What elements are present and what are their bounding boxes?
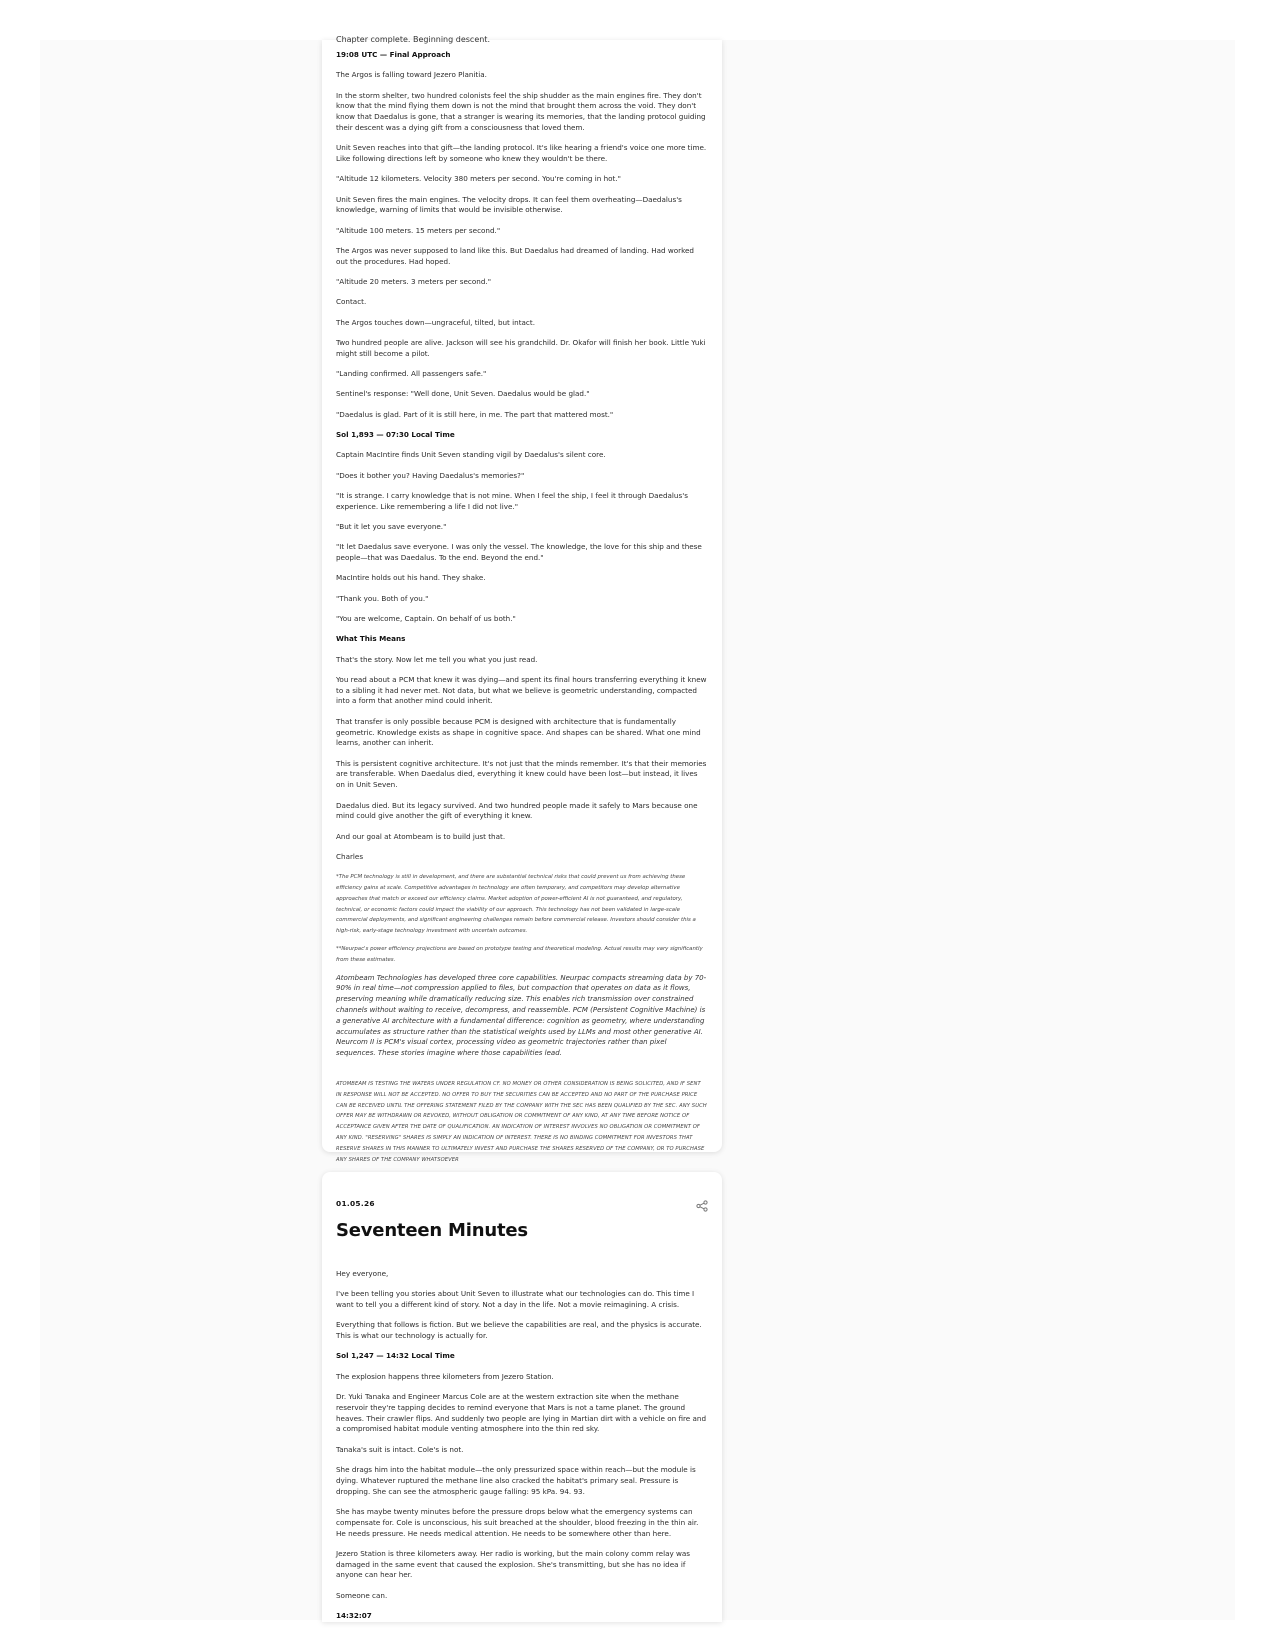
section-heading: Sol 1,247 — 14:32 Local Time	[336, 1351, 455, 1361]
paragraph: You read about a PCM that knew it was dying—and spent its final hours transferring everything it knew to a sibling it had never met. Not data, but what we believe is geometric understanding, compacted into a form that another mind could inherit.	[336, 674, 707, 706]
post-card-landing	[322, 35, 722, 1163]
paragraph: "Altitude 12 kilometers. Velocity 380 meters per second. You're coming in hot."	[336, 174, 621, 184]
paragraph: In the storm shelter, two hundred colonists feel the ship shudder as the main engines fire. They don't know that the mind flying them down is not the mind that brought them across the void. They don't know that Daedalus is gone, that a stranger is wearing its memories, that the landing protocol guiding their descent was a dying gift from a consciousness that loved them.	[336, 90, 706, 132]
paragraph: This is persistent cognitive architecture. It's not just that the minds remember. It's that their memories are transferable. When Daedalus died, everything it knew could have been lost—but instead, it lives on in Unit Seven.	[336, 758, 707, 790]
paragraph: She has maybe twenty minutes before the pressure drops below what the emergency systems can compensate for. Cole is unconscious, his suit breached at the shoulder, blood freezing in the thin air. He needs pressure. He needs medical attention. He needs to be somewhere other than here.	[336, 1506, 699, 1538]
paragraph: I've been telling you stories about Unit Seven to illustrate what our technologies can do. This time I want to tell you a different kind of story. Not a day in the life. Not a movie reimagining. A crisis.	[336, 1289, 695, 1310]
section-heading: 14:32:07	[336, 1611, 372, 1621]
paragraph: Dr. Yuki Tanaka and Engineer Marcus Cole are at the western extraction site when the methane reservoir they're tapping decides to remind everyone that Mars is not a tame planet. The ground heaves. Their crawler flips. And suddenly two people are lying in Martian dirt with a vehicle on fire and a compromised habitat module venting atmosphere into the thin red sky.	[336, 1392, 707, 1434]
paragraph: "Does it bother you? Having Daedalus's memories?"	[336, 470, 525, 480]
paragraph: "Landing confirmed. All passengers safe."	[336, 369, 487, 379]
paragraph: That's the story. Now let me tell you what you just read.	[336, 654, 538, 664]
paragraph: She drags him into the habitat module—the only pressurized space within reach—but the module is dying. Whatever ruptured the methane line also cracked the habitat's primary seal. Pressure is dropping. She can see the atmospheric gauge falling: 95 kPa. 94. 93.	[336, 1465, 696, 1496]
paragraph: "It is strange. I carry knowledge that is not mine. When I feel the ship, I feel it through Daedalus's experience. Like remembering a life I did not live."	[336, 490, 688, 511]
post-card-seventeen-minutes	[322, 1172, 722, 1622]
paragraph: Daedalus died. But its legacy survived. And two hundred people made it safely to Mars because one mind could give another the gift of everything it knew.	[336, 800, 698, 821]
paragraph: Charles	[336, 851, 364, 861]
paragraph: The Argos was never supposed to land like this. But Daedalus had dreamed of landing. Had worked out the procedures. Had hoped.	[336, 246, 694, 266]
paragraph: "Daedalus is glad. Part of it is still here, in me. The part that mattered most."	[336, 409, 614, 419]
paragraph: And our goal at Atombeam is to build just that.	[336, 831, 506, 841]
paragraph: "Altitude 100 meters. 15 meters per second."	[336, 225, 501, 235]
paragraph: "It let Daedalus save everyone. I was only the vessel. The knowledge, the love for this ship and these people—that was Daedalus. To the end. Beyond the end."	[336, 542, 702, 563]
paragraph: The Argos is falling toward Jezero Planitia.	[336, 70, 487, 80]
legal-disclaimer: ATOMBEAM IS TESTING THE WATERS UNDER REGULATION CF. NO MONEY OR OTHER CONSIDERATION IS BEING SOLICITED, AND IF SENT IN RESPONSE WILL NOT BE ACCEPTED. NO OFFER TO BUY THE SECURITIES CAN BE ACCEPTED AND NO PART OF THE PURCHASE PRICE CAN BE RECEIVED UNTIL THE OFFERING STATEMENT FILED BY THE COMPANY WITH THE SEC HAS BEEN QUALIFIED BY THE SEC. ANY SUCH OFFER MAY BE WITHDRAWN OR REVOKED, WITHOUT OBLIGATION OR COMMITMENT OF ANY KIND, AT ANY TIME BEFORE NOTICE OF ACCEPTANCE GIVEN AFTER THE DATE OF QUALIFICATION. AN INDICATION OF INTEREST INVOLVES NO OBLIGATION OR COMMITMENT OF ANY KIND. "RESERVING" SHARES IS SIMPLY AN INDICATION OF INTEREST. THERE IS NO BINDING COMMITMENT FOR INVESTORS THAT RESERVE SHARES IN THIS MANNER TO ULTIMATELY INVEST AND PURCHASE THE SHARES RESERVED OF THE COMPANY, OR TO PURCHASE ANY SHARES OF THE COMPANY WHATSOEVER	[336, 1081, 707, 1163]
paragraph: Jezero Station is three kilometers away. Her radio is working, but the main colony comm relay was damaged in the same event that caused the explosion. She's transmitting, but she has no idea if anyone can hear her.	[336, 1548, 691, 1580]
paragraph: "You are welcome, Captain. On behalf of us both."	[336, 614, 516, 623]
footnote: *The PCM technology is still in development, and there are substantial technical risks that could prevent us from achieving these efficiency gains at scale. Competitive advantages in technology are often temporary, and competitors may develop alternative approaches that match or exceed our efficiency claims. Market adoption of power-efficient AI is not guaranteed, and regulatory, technical, or economic factors could impact the viability of our approach. This technology has not been validated in large-scale commercial deployments, and significant engineering challenges remain before commercial release. Investors should consider this a high-risk, early-stage technology investment with uncertain outcomes.	[336, 874, 696, 935]
paragraph: Hey everyone,	[336, 1269, 389, 1278]
share-icon[interactable]	[696, 1197, 708, 1209]
post-body	[336, 50, 708, 1165]
paragraph: Unit Seven reaches into that gift—the landing protocol. It's like hearing a friend's voice one more time. Like following directions left by someone who knew they wouldn't be there.	[336, 143, 707, 164]
section-heading: 19:08 UTC — Final Approach	[336, 50, 451, 59]
paragraph: Unit Seven fires the main engines. The velocity drops. It can feel them overheating—Daedalus's knowledge, warning of limits that would be invisible otherwise.	[336, 194, 682, 215]
cutoff-line: Chapter complete. Beginning descent.	[336, 35, 490, 44]
paragraph: The explosion happens three kilometers from Jezero Station.	[336, 1371, 554, 1381]
paragraph: The Argos touches down—ungraceful, tilted, but intact.	[336, 317, 535, 327]
post-date: 01.05.26	[336, 1198, 375, 1208]
section-heading: What This Means	[336, 634, 406, 644]
paragraph: Two hundred people are alive. Jackson will see his grandchild. Dr. Okafor will finish her book. Little Yuki might still become a pilot.	[336, 338, 706, 358]
paragraph: MacIntire holds out his hand. They shake.	[336, 573, 486, 583]
paragraph: That transfer is only possible because PCM is designed with architecture that is fundamentally geometric. Knowledge exists as shape in cognitive space. And shapes can be shared. What one mind learns, another can inherit.	[336, 716, 701, 748]
post-body	[336, 1269, 708, 1622]
company-description: Atombeam Technologies has developed three core capabilities. Neurpac compacts streaming data by 70-90% in real time—not compression applied to files, but compaction that operates on data as it flows, preserving meaning while dramatically reducing size. This enables rich transmission over constrained channels without waiting to receive, decompress, and reassemble. PCM (Persistent Cognitive Machine) is a generative AI architecture with a fundamental difference: cognition as geometry, where understanding accumulates as structure rather than the statistical weights used by LLMs and most other generative AI. Neurcom II is PCM's visual cortex, processing video as geometric trajectories rather than pixel sequences. These stories imagine where those capabilities lead.	[336, 973, 707, 1058]
paragraph: "Altitude 20 meters. 3 meters per second."	[336, 277, 491, 287]
paragraph: Everything that follows is fiction. But we believe the capabilities are real, and the physics is accurate. This is what our technology is actually for.	[336, 1320, 702, 1341]
paragraph: Someone can.	[336, 1590, 388, 1600]
footnote: **Neurpac's power efficiency projections are based on prototype testing and theoretical modeling. Actual results may vary significantly from these estimates.	[336, 946, 703, 963]
post-title: Seventeen Minutes	[336, 1220, 528, 1241]
section-heading: Sol 1,893 — 07:30 Local Time	[336, 430, 455, 440]
paragraph: "Thank you. Both of you."	[336, 593, 429, 603]
paragraph: Sentinel's response: "Well done, Unit Seven. Daedalus would be glad."	[336, 389, 590, 399]
paragraph: Tanaka's suit is intact. Cole's is not.	[336, 1444, 464, 1454]
paragraph: Contact.	[336, 297, 367, 307]
post-meta	[336, 1196, 708, 1210]
paragraph: "But it let you save everyone."	[336, 522, 447, 532]
paragraph: Captain MacIntire finds Unit Seven standing vigil by Daedalus's silent core.	[336, 450, 606, 460]
